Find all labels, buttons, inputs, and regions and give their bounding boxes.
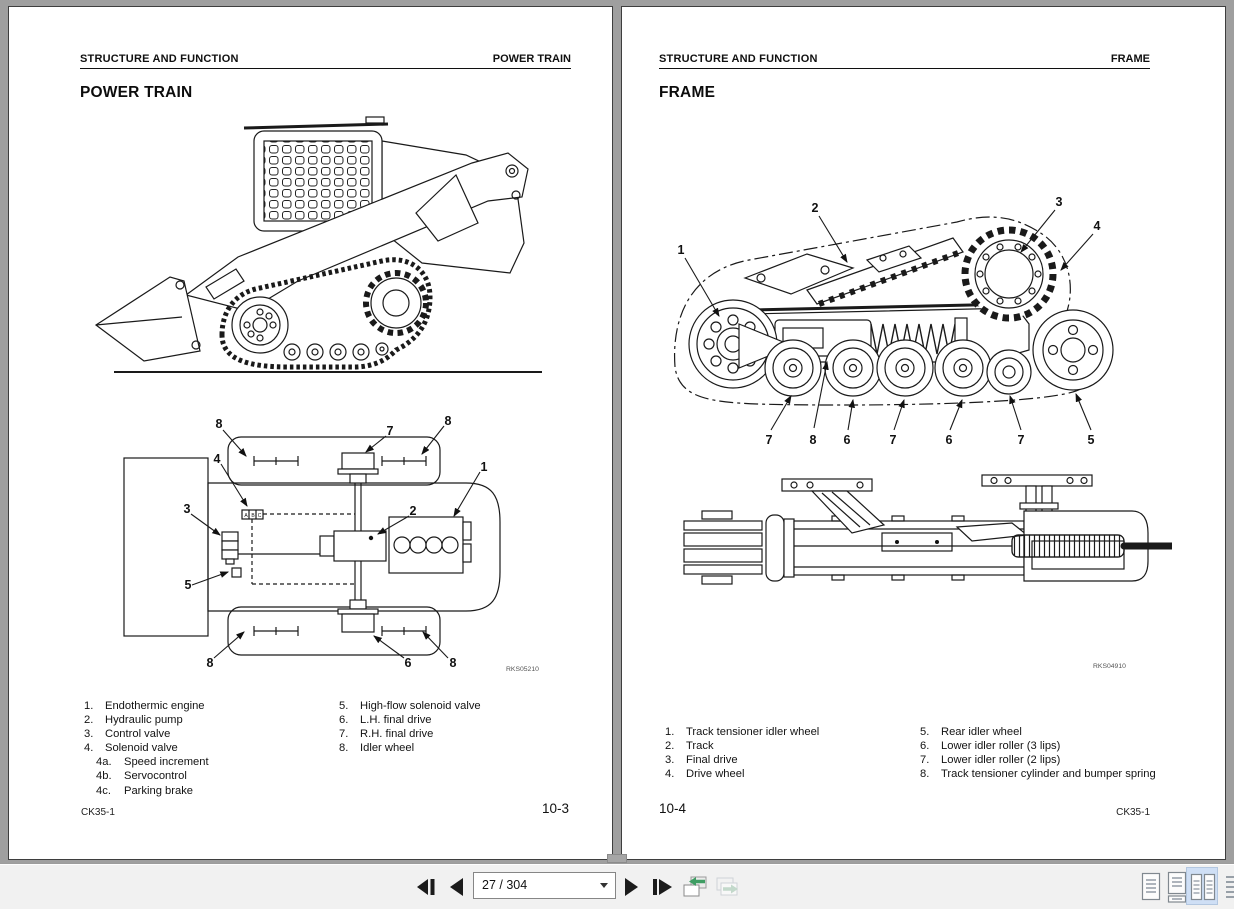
- continuous-facing-layout-icon: [1224, 871, 1234, 903]
- right-page-title: FRAME: [659, 84, 716, 101]
- power-train-schematic-figure: [106, 404, 576, 694]
- layout-facing-active-highlight: [1186, 867, 1218, 905]
- first-page-icon: [414, 874, 440, 900]
- callout-3: 3: [183, 502, 191, 516]
- callout-2: 2: [409, 504, 417, 518]
- left-page-power-train: [8, 6, 613, 860]
- callout-5: 5: [184, 578, 192, 592]
- layout-continuous-button[interactable]: [1166, 871, 1188, 903]
- legend-item: 3. Control valve: [84, 728, 171, 741]
- right-header-rule: [659, 68, 1150, 69]
- left-footer-model: CK35-1: [81, 807, 115, 818]
- legend-item: 4. Drive wheel: [665, 768, 745, 781]
- right-header-topic: FRAME: [1110, 53, 1150, 65]
- previous-view-button[interactable]: [681, 873, 709, 900]
- legend-item: 7. R.H. final drive: [339, 728, 434, 741]
- right-header-section: STRUCTURE AND FUNCTION: [659, 53, 818, 65]
- legend-subitem: 4a. Speed increment: [96, 756, 209, 769]
- legend-item: 6. Lower idler roller (3 lips): [920, 740, 1061, 753]
- continuous-layout-icon: [1166, 871, 1188, 903]
- facing-pages-layout-icon: [1190, 871, 1216, 903]
- solenoid-port-a: A: [244, 513, 248, 519]
- last-page-button[interactable]: [649, 874, 675, 900]
- next-view-button[interactable]: [713, 873, 741, 900]
- legend-item: 7. Lower idler roller (2 lips): [920, 754, 1061, 767]
- left-footer-page-number: 10-3: [541, 801, 569, 816]
- last-page-icon: [649, 874, 675, 900]
- layout-facing-pages-button[interactable]: [1190, 871, 1216, 903]
- callout-4: 4: [213, 452, 221, 466]
- callout-5: 5: [1087, 433, 1095, 447]
- callout-4: 4: [1093, 219, 1101, 233]
- left-legend-col1: [84, 699, 209, 798]
- legend-item: 1. Track tensioner idler wheel: [665, 726, 820, 738]
- scrollbar-thumb[interactable]: [607, 854, 627, 863]
- callout-8-bottom-right: 8: [449, 656, 457, 670]
- legend-item: 6. L.H. final drive: [339, 714, 432, 727]
- callout-1: 1: [480, 460, 488, 474]
- callout-7a: 7: [765, 433, 773, 447]
- legend-item: 8. Track tensioner cylinder and bumper spring: [920, 768, 1156, 781]
- callout-2: 2: [811, 201, 819, 215]
- solenoid-port-c: C: [257, 513, 262, 519]
- right-footer-model: CK35-1: [1116, 807, 1150, 818]
- track-loader-side-view-figure: [86, 111, 576, 379]
- right-legend-col2: [920, 725, 1156, 781]
- first-page-button[interactable]: [414, 874, 440, 900]
- right-page-frame: [621, 6, 1226, 860]
- left-header-rule: [80, 68, 571, 69]
- legend-item: 3. Final drive: [665, 754, 738, 767]
- previous-view-icon: [681, 873, 709, 900]
- legend-item: 2. Track: [665, 740, 714, 753]
- legend-subitem: 4b. Servocontrol: [96, 770, 187, 783]
- right-legend-col1: [665, 725, 819, 781]
- layout-single-page-button[interactable]: [1140, 871, 1162, 903]
- left-header-topic: POWER TRAIN: [492, 53, 571, 65]
- callout-3: 3: [1055, 195, 1063, 209]
- legend-item: 8. Idler wheel: [339, 742, 415, 755]
- legend-item: 5. Rear idler wheel: [920, 726, 1022, 738]
- layout-continuous-facing-button[interactable]: [1224, 871, 1234, 903]
- previous-page-icon: [447, 874, 467, 900]
- next-page-icon: [621, 874, 641, 900]
- track-frame-top-view-figure: [682, 463, 1172, 675]
- callout-8: 8: [809, 433, 817, 447]
- callout-1: 1: [677, 243, 685, 257]
- callout-8-top-right: 8: [444, 414, 452, 428]
- callout-8-bottom-left: 8: [206, 656, 214, 670]
- right-footer-page-number: 10-4: [659, 801, 687, 816]
- callout-7c: 7: [1017, 433, 1025, 447]
- left-header-section: STRUCTURE AND FUNCTION: [80, 53, 239, 65]
- legend-item: 1. Endothermic engine: [84, 700, 205, 712]
- legend-subitem: 4c. Parking brake: [96, 784, 194, 797]
- solenoid-port-b: B: [251, 513, 255, 519]
- figure-code-right: RKS04910: [1093, 663, 1126, 670]
- page-number-field[interactable]: [473, 872, 616, 899]
- next-page-button[interactable]: [621, 874, 641, 900]
- previous-page-button[interactable]: [447, 874, 467, 900]
- callout-6b: 6: [945, 433, 953, 447]
- callout-7: 7: [386, 424, 394, 438]
- callout-6a: 6: [843, 433, 851, 447]
- callout-7b: 7: [889, 433, 897, 447]
- next-view-icon: [713, 873, 741, 900]
- single-page-layout-icon: [1140, 871, 1162, 903]
- track-frame-side-view-figure: [657, 192, 1137, 452]
- left-page-title: POWER TRAIN: [80, 84, 193, 101]
- figure-code-left: RKS05210: [506, 666, 539, 673]
- legend-item: 5. High-flow solenoid valve: [339, 700, 481, 712]
- page-dropdown-caret-icon[interactable]: [600, 883, 608, 888]
- callout-6: 6: [404, 656, 412, 670]
- legend-item: 2. Hydraulic pump: [84, 714, 183, 727]
- left-legend-col2: [339, 699, 481, 755]
- viewer-toolbar: [0, 863, 1234, 909]
- legend-item: 4. Solenoid valve: [84, 742, 178, 755]
- callout-8-top-left: 8: [215, 417, 223, 431]
- page-indicator: 27 / 304: [482, 878, 528, 892]
